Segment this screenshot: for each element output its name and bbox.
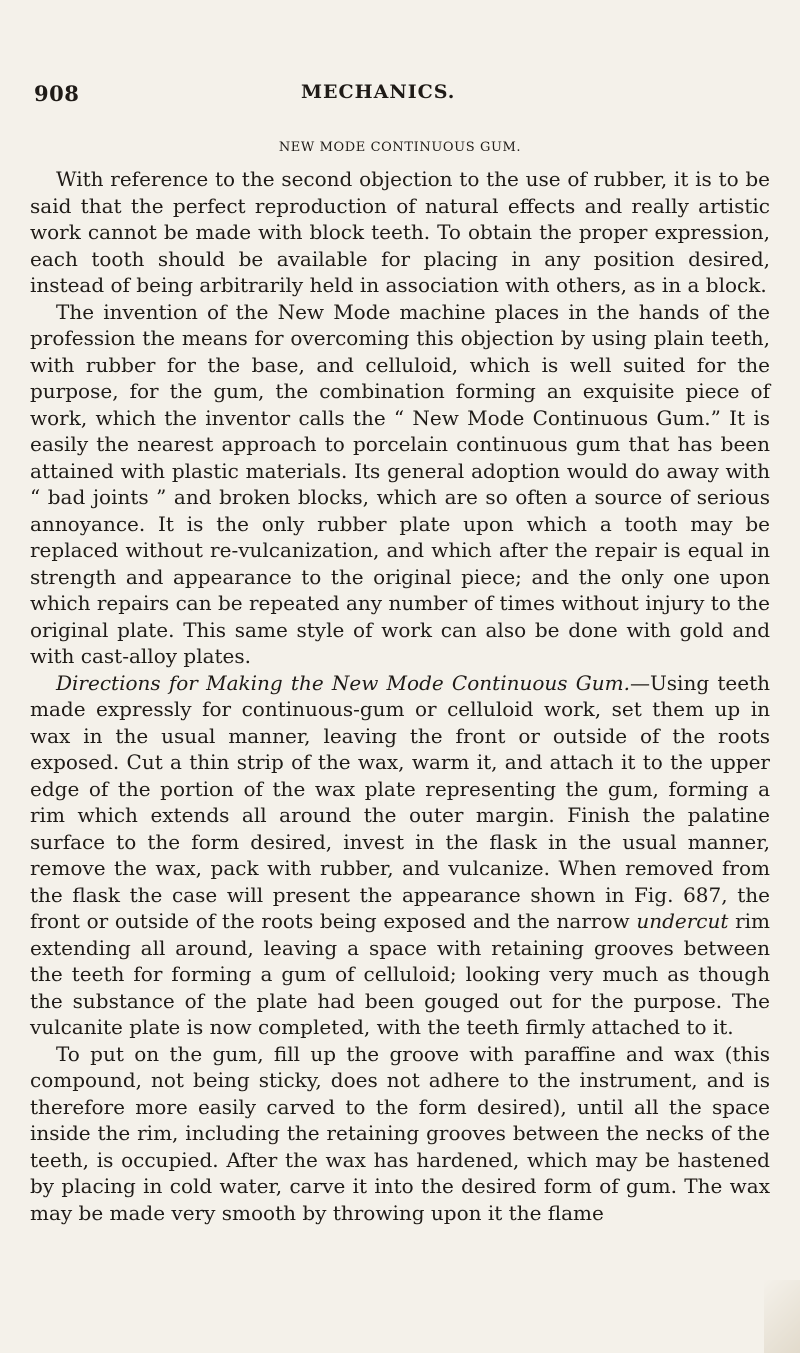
page-number: 908 [34,81,80,106]
directions-heading: Directions for Making the New Mode Continuous Gum. [56,670,630,695]
directions-italic-term: undercut [636,909,729,933]
section-title: NEW MODE CONTINUOUS GUM. [278,140,522,155]
directions-text-part1: —Using teeth made expressly for continuous-gum or celluloid work, set them up in wax in the usual manner, leaving the front or outside of the roots exposed. Cut a thin strip of the wax, warm it, and attach it to the upper edge of the portion of the wax plate representing the gum, forming a rim which extends all around the outer margin. Finish the palatine surface to the form desired, invest in the flask in the usual manner, remove the wax, pack with rubber, and vulcanize. When removed from the flask the case will present the appearance shown in Fig. 687, the front or outside of the roots being exposed and the narrow [30,670,770,933]
paragraph-gum: To put on the gum, fill up the groove with paraffine and wax (this compound, not being sticky, does not adhere to the instrument, and is therefore more easily carved to the form desired), until all the space inside the rim, including the retaining grooves between the necks of the teeth, is occupied. After the wax has hardened, which may be hastened by placing in cold water, carve it into the desired form of gum. The wax may be made very smooth by throwing upon it the flame [30,1041,770,1225]
paragraph-intro: With reference to the second objection to the use of rubber, it is to be said that the perfect reproduction of natural effects and really artistic work cannot be made with block teeth. To obtain the proper expression, each tooth should be available for placing in any position desired, instead of being arbitrarily held in association with others, as in a block. [30,167,770,297]
body-text [30,166,770,1226]
directions-text-part2: rim extending all around, leaving a space with retaining grooves between the teeth for forming a gum of celluloid; looking very much as though the substance of the plate had been gouged out for the purpose. The vulcanite plate is now completed, with the teeth firmly attached to it. [30,909,770,1039]
running-head: MECHANICS. [301,81,456,103]
paragraph-directions [30,670,770,1041]
paragraph-invention: The invention of the New Mode machine places in the hands of the profession the means for overcoming this objection by using plain teeth, with rubber for the base, and celluloid, which is well suited for the purpose, for the gum, the combination forming an exquisite piece of work, which the inventor calls the “ New Mode Continuous Gum.” It is easily the nearest approach to porcelain continuous gum that has been attained with plastic materials. Its general adoption would do away with “ bad joints ” and broken blocks, which are so often a source of serious annoyance. It is the only rubber plate upon which a tooth may be replaced without re-vulcanization, and which after the repair is equal in strength and appearance to the original piece; and the only one upon which repairs can be repeated any number of times without injury to the original plate. This same style of work can also be done with gold and with cast-alloy plates. [30,299,770,668]
page-stain [764,1280,800,1353]
